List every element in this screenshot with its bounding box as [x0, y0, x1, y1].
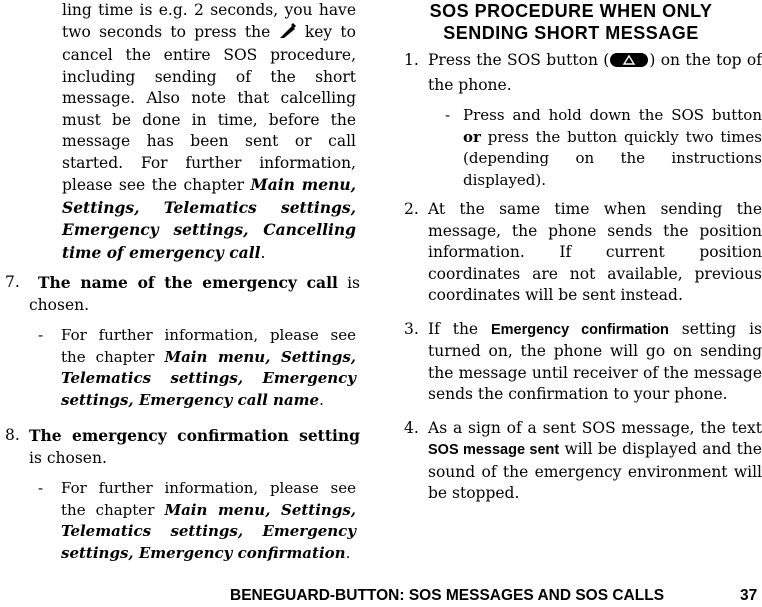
- chapter-ref-cancelling-time: Main menu, Settings, Telematics settings, Emergency settings, Cancelling time of emergency call: [62, 175, 357, 262]
- cont-text-1: ling time is e.g. 2 seconds, you have two seconds to press the: [62, 1, 356, 41]
- item-number: 3.: [404, 319, 419, 338]
- bullet-1: [400, 105, 762, 191]
- item-text: is chosen.: [29, 274, 360, 314]
- bullet-dash: -: [38, 479, 44, 497]
- item-bold-text: The name of the emergency call: [38, 273, 338, 292]
- heading-line-2: SENDING SHORT MESSAGE: [443, 23, 699, 43]
- footer-title: BENEGUARD-BUTTON: SOS MESSAGES AND SOS CALLS: [230, 587, 665, 604]
- item-number: 2.: [404, 200, 419, 218]
- list-item-7: [0, 272, 360, 316]
- item-bold-text: The emergency confirmation setting: [29, 426, 360, 445]
- list-item-3: [400, 319, 762, 406]
- bullet-bold-or: or: [463, 127, 481, 146]
- item-number: 4.: [404, 418, 419, 437]
- page-number: 37: [740, 587, 758, 604]
- item-text-pre: As a sign of a sent SOS message, the text: [428, 418, 762, 437]
- heading-line-1: SOS PROCEDURE WHEN ONLY: [429, 1, 713, 21]
- chapter-ref-call-name: Main menu, Settings, Telematics settings, Emergency settings, Emergency call name: [61, 347, 356, 409]
- bullet-dash: -: [38, 326, 44, 344]
- display-message: SOS message sent: [428, 442, 560, 458]
- bullet-7: [0, 325, 360, 411]
- item-number: 8.: [5, 426, 20, 444]
- item-text-post: setting is turned on, the phone will go on sending the message until receiver of the message sends the confirmation to your phone.: [428, 319, 762, 403]
- item-text-pre: Press the SOS button (: [428, 51, 610, 69]
- bullet-end: .: [345, 543, 351, 562]
- bullet-text: For further information, please see the chapter: [61, 326, 356, 366]
- cancel-key-icon: [279, 23, 297, 46]
- item-text-post: ) on the top of the phone.: [428, 51, 762, 94]
- page-footer: [0, 587, 762, 607]
- item-text: is chosen.: [29, 448, 107, 467]
- bullet-text: For further information, please see the chapter: [61, 479, 356, 519]
- sos-button-icon: [609, 52, 649, 75]
- item-number: 7.: [5, 273, 20, 291]
- item-text-pre: If the: [428, 319, 491, 338]
- continued-paragraph: [0, 0, 360, 264]
- cont-text-2: key to cancel the entire SOS procedure, including sending of the short message. Also note that calcelling must be done in time, before the message has been sent or call started. For further information, please see the chapter: [62, 22, 356, 194]
- cont-end: .: [260, 243, 266, 262]
- chapter-ref-confirmation: Main menu, Settings, Telematics settings, Emergency settings, Emergency confirmation: [61, 500, 356, 562]
- bullet-8: [0, 478, 360, 564]
- bullet-text-pre: Press and hold down the SOS button: [463, 106, 762, 124]
- list-item-2: [400, 199, 762, 307]
- item-text: At the same time when sending the message, the phone sends the position information. If current position coordinates are not available, previous coordinates will be sent instead.: [428, 200, 762, 304]
- list-item-1: [400, 50, 762, 96]
- bullet-dash: -: [445, 106, 451, 124]
- bullet-text-post: press the button quickly two times (depending on the instructions displayed).: [463, 127, 762, 189]
- left-column: [0, 0, 360, 564]
- setting-name: Emergency confirmation: [490, 321, 669, 338]
- list-item-8: [0, 425, 360, 469]
- item-number: 1.: [404, 51, 419, 69]
- bullet-end: .: [319, 390, 324, 409]
- item-text-post: will be displayed and the sound of the emergency environment will be stopped.: [428, 440, 762, 502]
- list-item-4: [400, 418, 762, 505]
- right-column: [400, 0, 762, 505]
- section-heading: [400, 0, 762, 44]
